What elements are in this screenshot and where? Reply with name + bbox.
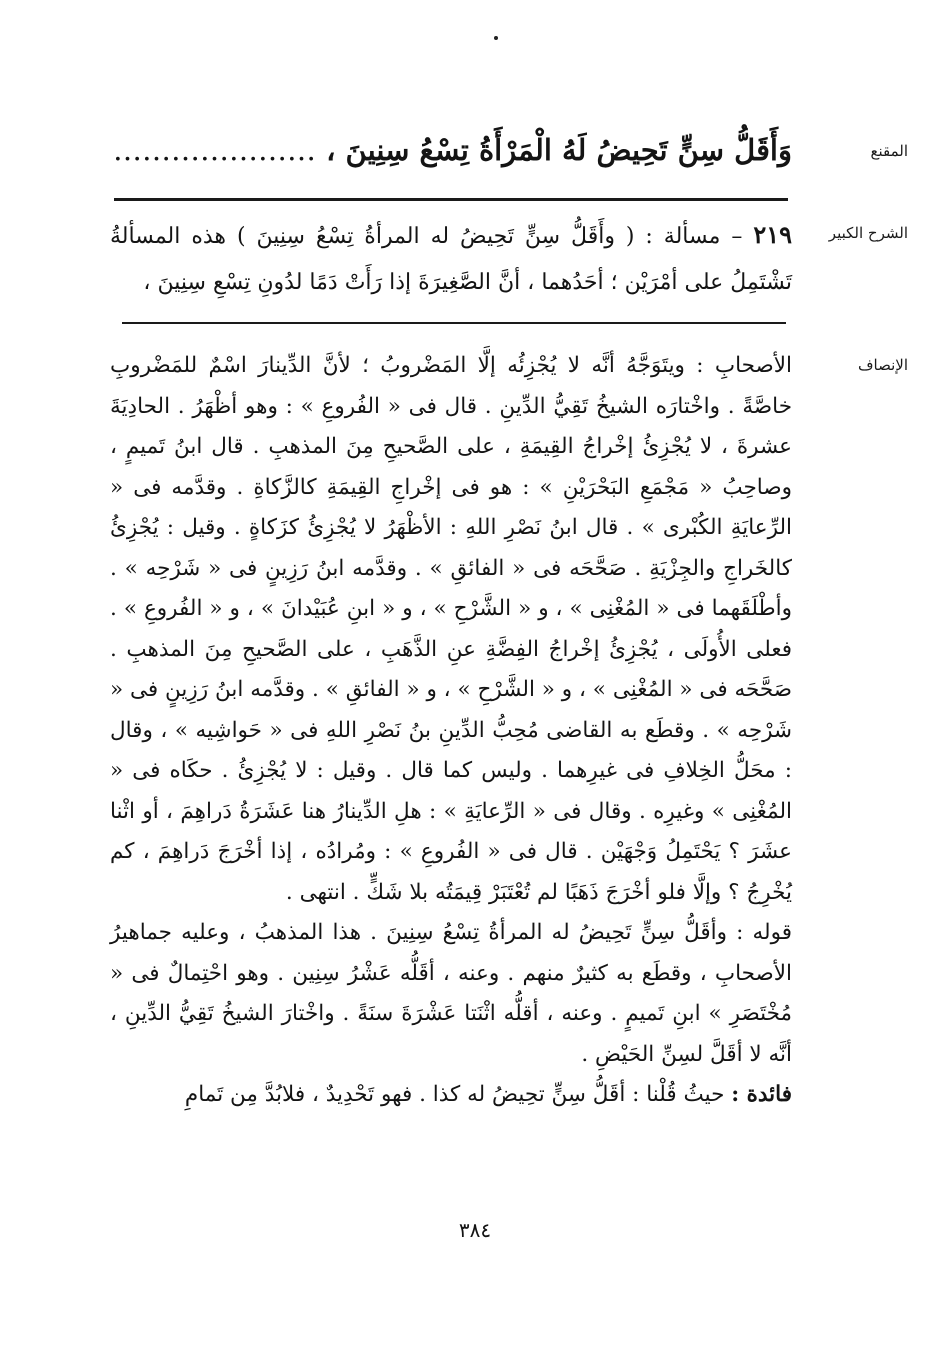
insaf-paragraph-3 bbox=[110, 1075, 792, 1116]
label-sharh: الشرح الكبير bbox=[828, 224, 908, 242]
sharh-body: – مسألة : ( وأَقَلُّ سِنٍّ تَحِيضُ له المرأةُ تِسْعُ سِنِينَ ) هذه المسألةُ تَشْتَمِلُ على أمْرَيْن ؛ أحَدُهما ، أنَّ الصَّغِيرَةَ إذا رَأَتْ دَمًا لدُونِ تِسْعِ سِنِينَ ، bbox=[110, 224, 792, 295]
sharh-text bbox=[110, 212, 792, 306]
page-number: ٣٨٤ bbox=[458, 1218, 492, 1242]
muqni-sentence: وَأَقَلُّ سِنٍّ تَحِيضُ لَهُ الْمَرْأَةُ تِسْعُ سِنِينَ ، bbox=[326, 133, 792, 167]
insaf-paragraph-2: قوله : وأقَلُّ سِنٍّ تَحِيضُ له المرأةُ تِسْعُ سِنِينَ . هذا المذهبُ ، وعليه جماهيرُ الأصحابِ ، وقطَع به كثيرٌ منهم . وعنه ، أقَلُّه عَشْرُ سِنِين . وهو احْتِمالٌ فى « مُخْتَصَرِ » ابنِ تَميمٍ . وعنه ، أقلُّه اثْنَتا عَشْرَةَ سنَةً . واخْتارَ الشيخُ تَقِيُّ الدِّينِ ، أنَّه لا أقَلَّ لسِنِّ الحَيْضِ . bbox=[110, 920, 792, 1067]
insaf-paragraph-1: الأصحابِ : ويتَوَجَّهُ أنَّه لا يُجْزِئُه إلَّا المَضْروبُ ؛ لأنَّ الدِّينارَ اسْمٌ للمَضْروبِ خاصَّةً . واخْتارَه الشيخُ تَقِيُّ الدِّينِ . قال فى « الفُروعِ » : وهو أظْهَرُ . الحادِيَةَ عشرةَ ، لا يُجْزِئُ إخْراجُ القِيمَةِ ، على الصَّحيحِ مِنَ المذهبِ . قال ابنُ تَميمٍ ، وصاحِبُ « مَجْمَعِ البَحْرَيْنِ » : هو فى إخْراجِ القِيمَةِ كالزَّكاةِ . وقدَّمه فى « الرِّعايَةِ الكُبْرى » . قال ابنُ نَصْرِ اللهِ : الأظْهَرُ لا يُجْزِئُ كزَكاةٍ . وقيل : يُجْزِئُ كالخَراجِ والجِزْيَةِ . صَحَّحَه فى « الفائقِ » . وقدَّمه ابنُ رَزِينٍ فى « شَرْحِه » . وأطْلَقَهما فى « المُغْنِى » ، و « الشَّرْحِ » ، و « ابنِ عُبَيْدانَ » ، و « الفُروعِ » . فعلى الأُولَى ، يُجْزِئُ إخْراجُ الفِضَّةِ عنِ الذَّهَبِ ، على الصَّحيحِ مِنَ المذهبِ . صَحَّحَه فى « المُغْنِى » ، و « الشَّرْحِ » ، و « الفائقِ » . وقدَّمه ابنُ رَزِينٍ فى « شَرْحِه » . وقطَع به القاضى مُحِبُّ الدِّينِ بنُ نَصْرِ اللهِ فى « حَواشِيه » ، وقال : محَلُّ الخِلافِ فى غيرِهما . وليس كما قال . وقيل : لا يُجْزِئُ . حكَاه فى « المُغْنِى » وغيرِه . وقال فى « الرِّعايَةِ » : هلِ الدِّينارُ هنا عَشَرَةُ دَراهِمَ ، أو اثْنا عشَرَ ؟ يَحْتَمِلُ وَجْهَيْن . قال فى « الفُروعِ » : ومُرادُه ، إذا أخْرَجَ دَراهِمَ ، كم يُخْرِجُ ؟ وإلَّا فلو أخْرَجَ ذَهَبًا لم تُعْتَبَرْ قِيمَتُه بلا شَكٍّ . انتهى . bbox=[110, 353, 792, 905]
fawaid-label: فائدة : bbox=[731, 1082, 792, 1107]
thin-divider bbox=[122, 322, 786, 324]
thick-divider bbox=[114, 198, 788, 201]
insaf-text bbox=[110, 346, 792, 1116]
issue-number: ٢١٩ bbox=[753, 220, 792, 249]
insaf-paragraph-3-text: حيثُ قُلْنا : أقَلُّ سِنٍّ تحِيضُ له كذا . فهو تَحْدِيدٌ ، فلابُدَّ مِن تَمامِ bbox=[184, 1082, 732, 1107]
label-muqni: المقنع bbox=[870, 142, 908, 160]
top-dot bbox=[494, 36, 498, 40]
muqni-text bbox=[110, 128, 792, 172]
label-insaf: الإنصاف bbox=[857, 356, 908, 374]
muqni-dots: ………………… bbox=[112, 133, 316, 167]
